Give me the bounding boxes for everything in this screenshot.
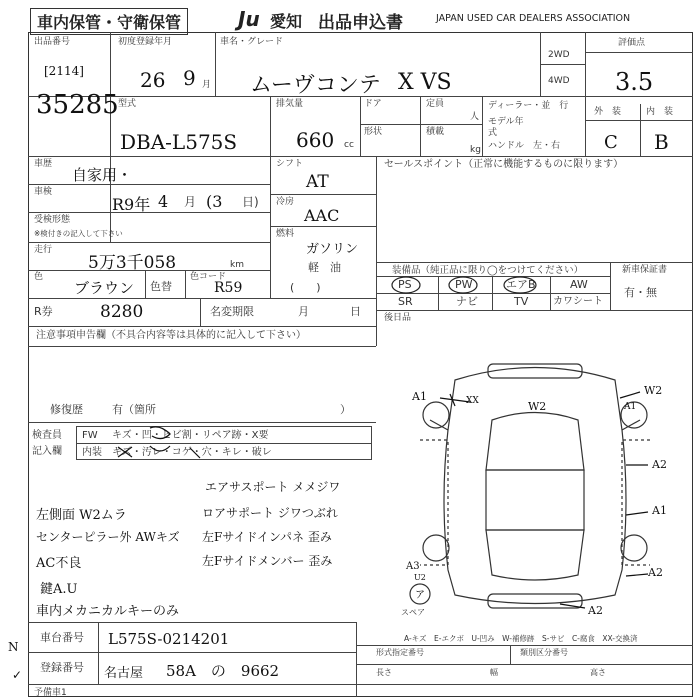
fw-label: FW [82,430,98,441]
receipt-note: ※検付きの記入して下さい [34,229,123,238]
transfer-label: 名変期限 [210,305,254,318]
history-label: 車歴 [34,159,53,169]
equip-sr[interactable]: SR [398,295,413,308]
repair-close: ） [340,403,351,416]
shaken-day-unit: 日) [242,195,259,209]
note-air-support: エアサスポート メメジワ [205,480,341,494]
cc-unit: cc [344,140,354,150]
color-code-label: 色コード [190,272,227,282]
equip-aw[interactable]: AW [570,278,588,291]
mark-a1-left: A1 [412,390,427,403]
car-name-label: 車名・グレード [220,37,284,47]
fuel-diesel[interactable]: 軽 油 [308,261,341,274]
mark-a2-right: A2 [652,458,667,471]
equip-ps[interactable]: PS [398,278,412,291]
color-label: 色 [34,272,44,282]
fuel-label: 燃料 [276,229,295,239]
mark-w2-top: W2 [644,384,663,397]
shaken-month: 4 [158,192,169,211]
mark-a2-rear: A2 [588,604,603,617]
height-label: 高さ [590,668,606,677]
color-value: ブラウン [74,279,135,297]
equip-tv[interactable]: TV [514,295,529,308]
exterior-label: 外 装 [594,107,622,117]
exterior-grade: C [604,132,618,153]
spare-label: スペア [401,608,425,617]
rear-items-label: 後日品 [384,313,412,323]
equip-leather-seat[interactable]: カワシート [553,296,603,307]
mark-a-tire: ア [415,590,425,601]
shape-label: 形状 [364,127,383,137]
reg-month: 9 [183,66,196,90]
drive-4wd[interactable]: 4WD [548,76,570,86]
mark-u2-left: U2 [414,573,426,582]
lot-number-label: 出品番号 [34,37,71,47]
repair-label: 修復歴 [50,403,83,416]
lot-number: 35285 [36,90,119,120]
warranty-value[interactable]: 有・無 [624,286,657,299]
note-lower-support: ロアサポート ジワつぶれ [202,506,338,520]
handle-label[interactable]: ハンドル 左・右 [488,141,561,151]
fw-items: キズ・凹・ヒビ割・リペア跡・X要 [112,430,269,441]
mark-w2-front: W2 [528,400,547,413]
kg-unit: kg [470,145,481,155]
chassis-label: 車台番号 [40,631,84,644]
first-reg-label: 初度登録年月 [118,37,173,47]
reg-number-label: 登録番号 [40,661,84,674]
recycle-label: R券 [34,305,53,318]
receipt-label: 受検形態 [34,215,71,225]
damage-legend: A-キズ E-エクボ U-凹み W-補修跡 S-サビ C-腐食 XX-交換済 [404,634,638,643]
shaken-month-unit: 月 [184,195,197,209]
displacement-label: 排気量 [276,99,304,109]
spec-approval-label: 形式指定番号 [376,648,424,657]
import-label[interactable]: ディーラー・並 行 [488,101,569,111]
equip-pw[interactable]: PW [455,278,473,291]
notes-label: 注意事項申告欄（不具合内容等は具体的に記入して下さい） [36,330,306,341]
entry-label: 記入欄 [32,446,62,457]
weight-label: 積載 [426,127,445,137]
margin-mark-check: ✓ [12,668,23,682]
color-change-label: 色替 [150,280,172,293]
ac-value: AAC [304,206,340,225]
inspector-label: 検査員 [32,430,62,441]
mark-xx-front: XX [466,396,479,406]
shaken-year: R9年 [112,195,151,214]
mileage-value: 5万3千058 [88,253,177,273]
category-label: 類別区分番号 [520,648,568,657]
drive-2wd[interactable]: 2WD [548,50,570,60]
shift-value: AT [306,172,329,192]
history-value: 自家用・ [72,166,133,184]
fuel-gasoline[interactable]: ガソリン [306,242,359,257]
ju-logo: Ju [238,7,260,31]
score-label: 評価点 [618,38,646,48]
doors-label: ドア [364,99,382,109]
chassis-value: L575S-0214201 [108,630,230,648]
fuel-other: ( ) [290,281,321,294]
interior-items: キズ・汚レ・コゲ・穴・キレ・破レ [112,447,272,458]
width-label: 幅 [490,668,498,677]
car-name: ムーヴコンテ [250,73,381,98]
shaken-day: (3 [206,192,223,211]
model-label: 型式 [118,99,137,109]
mark-a2-bottom-right: A2 [648,566,663,579]
grade: X VS [398,70,452,95]
note-side-member: 左Fサイドメンバー 歪み [202,554,333,568]
score-value: 3.5 [615,68,654,96]
displacement-value: 660 [296,128,335,152]
mark-a1-right: A1 [624,402,637,412]
equipment-label: 装備品（純正品に限り◯をつけてください） [392,265,584,276]
note-inpanel: 左Fサイドインパネ 歪み [202,530,332,544]
length-label: 長さ [376,668,392,677]
interior-label: 内 装 [646,107,674,117]
interior-entry-label: 内装 [82,447,102,458]
org-name: 愛知 [270,12,303,31]
margin-mark-n: N [8,640,19,654]
association-name: JAPAN USED CAR DEALERS ASSOCIATION [436,13,631,24]
km-unit: km [230,260,244,270]
storage-label: 車内保管・守衛保管 [30,8,188,35]
lot-bracket: [2114] [44,64,84,78]
sales-point-label: セールスポイント（正常に機能するものに限ります） [384,159,624,170]
person-unit: 人 [470,112,480,122]
mark-a1-right2: A1 [652,504,667,517]
footer-cut-label: 予備車1 [34,688,67,698]
color-code: R59 [214,280,243,296]
equip-airbag[interactable]: エアB [506,278,536,291]
shaken-label: 車検 [34,187,53,197]
model-year-label: モデル年式 [488,117,524,138]
note-mechanical-key: 車内メカニカルキーのみ [36,604,180,619]
form-title: 出品申込書 [318,13,403,33]
reg-month-unit: 月 [202,80,212,90]
mark-a3-left: A3 [406,561,420,572]
model-code: DBA-L575S [120,130,238,154]
note-key: 鍵A.U [40,582,78,597]
reg-year: 26 [140,68,166,92]
warranty-label: 新車保証書 [622,265,668,275]
note-left-side: 左側面 W2ムラ [36,508,127,523]
repair-value: 有（箇所 [112,403,156,416]
capacity-label: 定員 [426,99,445,109]
recycle-value: 8280 [100,302,144,322]
note-ac-fault: AC不良 [36,556,82,571]
reg-number: 58A の 9662 [166,662,280,680]
transfer-day: 日 [350,305,361,318]
shift-label: シフト [276,159,304,169]
interior-grade: B [654,130,669,154]
reg-area: 名古屋 [104,666,144,681]
mileage-label: 走行 [34,245,53,255]
transfer-month: 月 [298,305,309,318]
equip-navi[interactable]: ナビ [456,295,478,308]
note-center-pillar: センターピラー外 AWキズ [36,530,180,544]
ac-label: 冷房 [276,197,295,207]
